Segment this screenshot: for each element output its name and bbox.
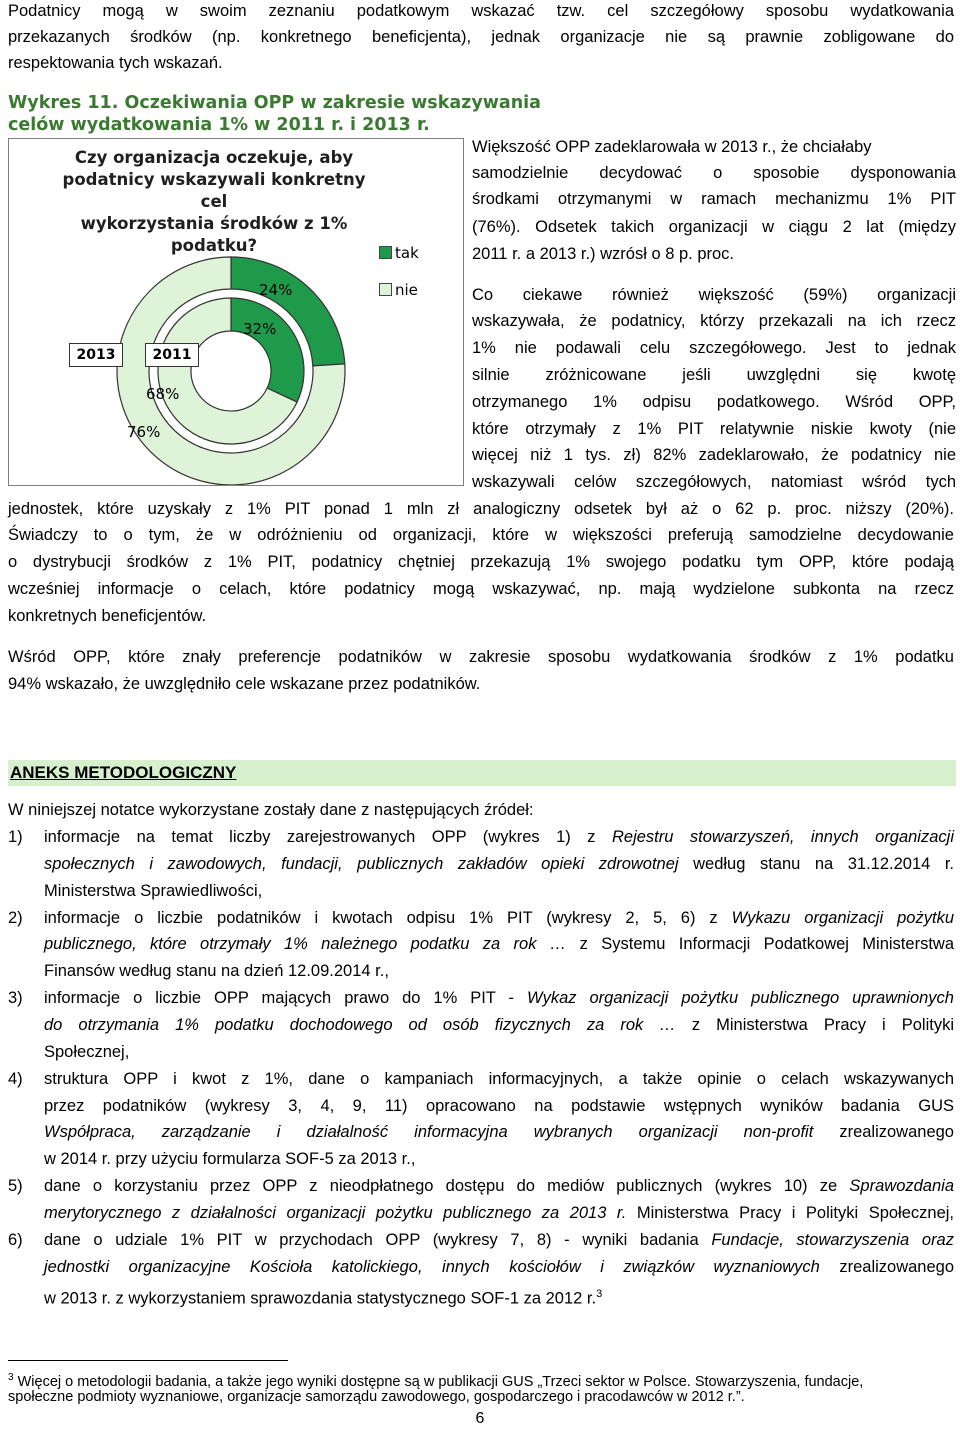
para2-line-1: Wśród OPP, które znały preferencje podatników w zakresie sposobu wydatkowania środków z 1% podatku: [8, 648, 954, 666]
body-line-2: Świadczy to o tym, że w odróżnieniu od organizacji, które w większości preferują samodzielne decydowanie: [8, 526, 954, 544]
item-4-line-4: w 2014 r. przy użyciu formularza SOF-5 za 2013 r.,: [44, 1150, 416, 1168]
item-1-line-1: [44, 826, 954, 848]
label-outer-nie: 76%: [127, 423, 161, 441]
label-inner-tak: 32%: [243, 320, 277, 338]
figure-title-line-2: celów wydatkowania 1% w 2011 r. i 2013 r.: [8, 115, 430, 135]
right-col-line-12: więcej niż 1 tys. zł) 82% zadeklarowało, że podatnicy nie: [472, 446, 956, 464]
item-1-source-b: społecznych i zawodowych, fundacji, publicznych zakładów opieki zdrowotnej: [44, 855, 679, 873]
item-6-source-a: Fundacje, stowarzyszenia oraz: [711, 1231, 954, 1249]
item-6-text-c: w 2013 r. z wykorzystaniem sprawozdania statystycznego SOF-1 za 2012 r.: [44, 1289, 597, 1308]
right-col-line-4: (76%). Odsetek takich organizacji w ciągu 2 lat (między: [472, 218, 956, 236]
page-number: 6: [475, 1410, 485, 1427]
right-col-line-9: silnie zróżnicowane jeśli uwzględni się kwotę: [472, 366, 956, 384]
item-6-number: 6): [8, 1231, 23, 1249]
item-2-line-1: [44, 907, 954, 929]
item-2-number: 2): [8, 909, 23, 927]
chart-question-line-3: wykorzystania środków z 1%: [80, 214, 348, 233]
item-4-number: 4): [8, 1070, 23, 1088]
right-col-line-6: Co ciekawe również większość (59%) organizacji: [472, 286, 956, 304]
item-6-line-3: [44, 1283, 602, 1310]
year-label-inner: 2011: [145, 343, 199, 367]
item-2-text-a: informacje o liczbie podatników i kwotach odpisu 1% PIT (wykresy 2, 5, 6) z: [44, 909, 732, 927]
item-3-line-3: Społecznej,: [44, 1043, 130, 1061]
legend-swatch-nie: [379, 283, 392, 296]
item-3-line-1: [44, 987, 954, 1009]
item-6-text-a: dane o udziale 1% PIT w przychodach OPP (wykresy 7, 8) - wyniki badania: [44, 1231, 712, 1249]
item-5-number: 5): [8, 1177, 23, 1195]
item-5-text-a: dane o korzystaniu przez OPP z nieodpłatnego dostępu do mediów publicznych (wykres 10) ze: [44, 1177, 850, 1195]
item-3-text-a: informacje o liczbie OPP mających prawo do 1% PIT -: [44, 989, 528, 1007]
item-5-text-b: Ministerstwa Pracy i Polityki Społecznej,: [626, 1204, 954, 1222]
intro-line-3: respektowania tych wskazań.: [8, 54, 223, 72]
intro-line-1: Podatnicy mogą w swoim zeznaniu podatkowym wskazać tzw. cel szczegółowy sposobu wydatkowania: [8, 2, 954, 20]
footnote-divider: [8, 1360, 288, 1361]
footnote-mark: 3: [8, 1372, 14, 1383]
right-col-line-3: środkami otrzymanymi w ramach mechanizmu 1% PIT: [472, 190, 956, 208]
right-col-line-8: 1% nie podawali celu szczegółowego. Jest to jednak: [472, 339, 956, 357]
item-1-text-b: według stanu na 31.12.2014 r.: [678, 855, 954, 873]
donut-chart: [9, 139, 463, 485]
footnote-line-2: społeczne podmioty wyznaniowe, organizacje samorządu zawodowego, gospodarczego i pracodawców w 2012 r.”.: [8, 1389, 745, 1405]
item-2-line-3: Finansów według stanu na dzień 12.09.2014 r.,: [44, 962, 389, 980]
annex-heading: ANEKS METODOLOGICZNY: [10, 763, 237, 782]
item-4-text-c: zrealizowanego: [813, 1123, 954, 1141]
item-1-line-3: Ministerstwa Sprawiedliwości,: [44, 882, 263, 900]
item-4-line-3: [44, 1121, 954, 1143]
item-3-text-b: z Ministerstwa Pracy i Polityki: [675, 1016, 955, 1034]
item-2-line-2: [44, 933, 954, 955]
right-col-line-2: samodzielnie decydować o sposobie dysponowania: [472, 164, 956, 182]
footnote-ref-3[interactable]: 3: [596, 1288, 603, 1300]
item-6-source-b: jednostki organizacyjne Kościoła katolickiego, innych kościołów i związków wyznaniowych: [44, 1258, 820, 1276]
right-col-line-1: Większość OPP zadeklarowała w 2013 r., że chciałaby: [472, 138, 872, 156]
footnote-text-1: Więcej o metodologii badania, a także jego wyniki dostępne są w publikacji GUS „Trzeci sektor w Polsce. Stowarzyszenia, fundacje,: [17, 1373, 864, 1390]
item-6-line-2: [44, 1256, 954, 1278]
right-col-line-10: otrzymanego 1% odpisu podatkowego. Wśród OPP,: [472, 393, 956, 411]
legend-label-nie: nie: [395, 281, 418, 299]
item-2-source-a: Wykazu organizacji pożytku: [731, 909, 954, 927]
item-3-source-a: Wykaz organizacji pożytku publicznego uprawnionych: [527, 989, 954, 1007]
item-3-number: 3): [8, 989, 23, 1007]
legend-tak: [379, 244, 419, 262]
body-line-4: wcześniej informacje o celach, które podatnicy mogą wskazywać, np. mają wydzielone subkonta na rzecz: [8, 580, 954, 598]
item-4-line-2: przez podatników (wykresy 3, 4, 9, 11) opracowano na podstawie wstępnych wyników badania GUS: [44, 1097, 954, 1115]
item-6-text-b: zrealizowanego: [819, 1258, 954, 1276]
body-line-5: konkretnych beneficjentów.: [8, 607, 207, 625]
item-5-source-a: Sprawozdania: [849, 1177, 954, 1195]
para2-line-2: 94% wskazało, że uwzględniło cele wskazane przez podatników.: [8, 675, 481, 693]
item-3-source-b: do otrzymania 1% podatku dochodowego od osób fizycznych za rok …: [44, 1016, 676, 1034]
item-6-line-1: [44, 1229, 954, 1251]
legend-nie: [379, 281, 418, 299]
label-inner-nie: 68%: [146, 385, 180, 403]
figure-title-line-1: Wykres 11. Oczekiwania OPP w zakresie wskazywania: [8, 93, 541, 113]
item-2-source-b: publicznego, które otrzymały 1% należnego podatku za rok …: [44, 935, 567, 953]
item-5-line-2: [44, 1202, 954, 1224]
right-col-line-13: wskazywali celów szczegółowych, natomiast wśród tych: [472, 473, 956, 491]
annex-heading-bar: [8, 760, 956, 786]
item-4-line-1: struktura OPP i kwot z 1%, dane o kampaniach informacyjnych, a także opinie o celach wskazywanych: [44, 1070, 954, 1088]
annex-intro: W niniejszej notatce wykorzystane zostały dane z następujących źródeł:: [8, 801, 534, 819]
item-1-line-2: [44, 853, 954, 875]
body-line-3: o dystrybucji środków z 1% PIT, podatnicy chętniej przekazują 1% swojego podatku tym OPP, które podają: [8, 553, 954, 571]
chart-question-line-1: Czy organizacja oczekuje, aby: [74, 148, 354, 167]
body-line-1: jednostek, które uzyskały z 1% PIT ponad 1 mln zł analogiczny odsetek był aż o 62 p. proc. niższy (20%).: [8, 500, 954, 518]
item-5-source-b: merytorycznego z działalności organizacji pożytku publicznego za 2013 r.: [44, 1204, 627, 1222]
legend-swatch-tak: [379, 246, 392, 259]
item-5-line-1: [44, 1175, 954, 1197]
year-label-outer: 2013: [69, 343, 123, 367]
chart-question-line-4: podatku?: [170, 236, 258, 255]
chart-question-line-2: podatnicy wskazywali konkretny cel: [62, 170, 366, 211]
item-1-text-a: informacje na temat liczby zarejestrowanych OPP (wykres 1) z: [44, 828, 612, 846]
item-4-source: Współpraca, zarządzanie i działalność informacyjna wybranych organizacji non-profit: [44, 1123, 814, 1141]
right-col-line-5: 2011 r. a 2013 r.) wzrósł o 8 p. proc.: [472, 245, 735, 263]
item-1-source-a: Rejestru stowarzyszeń, innych organizacji: [612, 828, 954, 846]
item-3-line-2: [44, 1014, 954, 1036]
right-col-line-7: wskazywała, że podatnicy, którzy przekazali na ich rzecz: [472, 312, 956, 330]
item-2-text-b: z Systemu Informacji Podatkowej Ministerstwa: [566, 935, 954, 953]
chart-frame: [8, 138, 464, 486]
item-1-number: 1): [8, 828, 23, 846]
label-outer-tak: 24%: [259, 281, 293, 299]
legend-label-tak: tak: [395, 244, 419, 262]
intro-line-2: przekazanych środków (np. konkretnego beneficjenta), jednak organizacje nie są prawnie zobligowane do: [8, 28, 954, 46]
right-col-line-11: które otrzymały z 1% PIT relatywnie niskie kwoty (nie: [472, 420, 956, 438]
